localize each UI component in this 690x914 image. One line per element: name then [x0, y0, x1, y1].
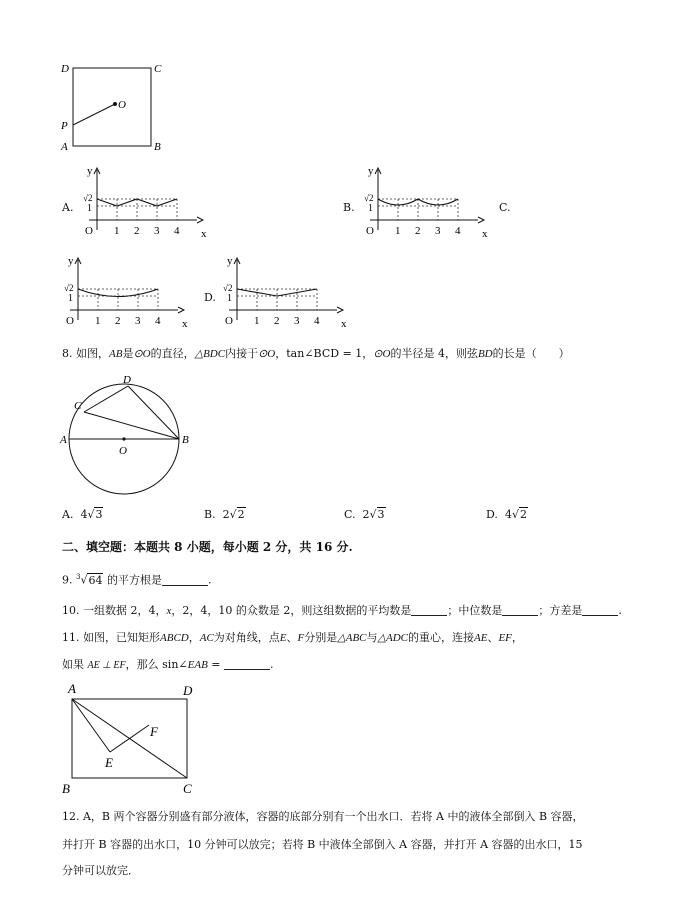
q8-text-g: 的长是（ ）	[492, 347, 570, 360]
question-12-line-2: 并打开 B 容器的出水口，10 分钟可以放完；若将 B 中液体全部倒入 A 容器，并打开 A 容器的出水口，15	[62, 838, 583, 851]
q11-text-d: 、	[286, 631, 298, 644]
x-tick-label: 2	[134, 225, 140, 237]
section-2-heading: 二、填空题：本题共 8 小题，每小题 2 分，共 16 分.	[62, 540, 353, 554]
one-tick-label: 1	[68, 293, 73, 304]
sqrt2-tick-label: √2	[64, 283, 74, 293]
q11-eab: EAB	[187, 659, 208, 671]
x-tick-label: 4	[155, 315, 161, 327]
question-12-line-1: 12. A，B 两个容器分别盛有部分液体，容器的底部分别有一个出水口．若将 A 中的液体全部倒入 B 容器，	[62, 810, 584, 823]
q11-text-f: 与	[366, 631, 378, 644]
q9-text: 的平方根是	[106, 573, 162, 587]
chord-db	[128, 386, 179, 439]
question-11-line-1	[62, 631, 523, 645]
label-d: D	[123, 374, 131, 386]
sqrt2-tick-label: √2	[83, 193, 93, 203]
x-tick-label: 1	[95, 315, 101, 327]
q8-option-c-label: C.	[344, 508, 356, 521]
point-o	[113, 102, 117, 106]
x-axis-arrow	[478, 217, 484, 223]
one-tick-label: 1	[368, 203, 373, 214]
q11-end: .	[270, 658, 274, 671]
q9-end: .	[207, 573, 212, 587]
x-tick-label: 3	[435, 225, 441, 237]
segment-ae	[72, 699, 110, 752]
label-a: A	[68, 681, 76, 696]
label-b: B	[182, 434, 189, 446]
q8-option-a-coef: 4	[80, 508, 88, 521]
q8-option-b-label: B.	[204, 508, 216, 521]
chord-cb	[84, 412, 179, 439]
sqrt2-tick-label: √2	[223, 283, 233, 293]
q8-circle-o-3: ⊙O	[373, 348, 391, 360]
origin-label: O	[225, 315, 233, 327]
y-axis-label: y	[87, 165, 93, 177]
label-p: P	[61, 120, 68, 132]
graph-option-b[interactable]	[356, 162, 486, 242]
q11-ac: AC	[199, 632, 214, 644]
q10-x: x	[166, 605, 172, 617]
y-axis-label: y	[368, 165, 374, 177]
x-tick-label: 3	[135, 315, 141, 327]
q8-circle-o: ⊙O	[133, 348, 151, 360]
q8-option-c-coef: 2	[362, 508, 370, 521]
x-tick-label: 3	[294, 315, 300, 327]
q8-text-c: 的直径，	[150, 347, 195, 360]
q8-text-e: ，tan∠BCD = 1，	[275, 347, 374, 360]
one-tick-label: 1	[227, 293, 232, 304]
q11-adc: △ADC	[377, 632, 408, 644]
option-d-label: D.	[204, 291, 216, 304]
q11-text-c: 为对角线，点	[213, 631, 280, 644]
q11-text-a: 11. 如图，已知矩形	[62, 631, 160, 644]
sqrt2-tick-label: √2	[364, 193, 374, 203]
q8-option-a[interactable]: A. 4√3	[62, 508, 103, 521]
q8-option-b-coef: 2	[222, 508, 230, 521]
q11-text-g: 的重心，连接	[407, 631, 474, 644]
q11-text-e: 分别是	[304, 631, 338, 644]
q11-line2-c: =	[207, 658, 221, 671]
y-axis-label: y	[227, 255, 233, 267]
q9-root-index: 3	[76, 573, 81, 581]
q8-ab: AB	[109, 348, 123, 360]
label-c: C	[154, 63, 162, 75]
origin-label: O	[366, 225, 374, 237]
q8-circle-o-2: ⊙O	[258, 348, 276, 360]
q11-abc: △ABC	[337, 632, 367, 644]
x-axis-label: x	[482, 228, 488, 240]
x-axis-arrow	[178, 307, 184, 313]
q11-f: F	[297, 632, 305, 644]
q8-option-c[interactable]: C. 2√3	[344, 508, 385, 521]
q11-line2-b: ，那么 sin∠	[125, 658, 188, 671]
y-axis-label: y	[68, 255, 74, 267]
q8-option-a-label: A.	[62, 508, 74, 521]
q11-perp: AE ⊥ EF	[87, 660, 126, 671]
q11-abcd: ABCD	[160, 632, 189, 644]
graph-option-c[interactable]	[56, 252, 186, 332]
square-outline	[73, 68, 151, 146]
graph-option-a[interactable]	[75, 162, 205, 242]
question-9: 9. $^3$√64 的平方根是 .	[62, 573, 212, 587]
q8-text-a: 如图，	[76, 347, 109, 360]
x-tick-label: 2	[115, 315, 121, 327]
q8-text-d: 内接于	[225, 347, 259, 360]
one-tick-label: 1	[87, 203, 92, 214]
origin-label: O	[66, 315, 74, 327]
x-tick-label: 1	[114, 225, 120, 237]
x-axis-label: x	[341, 318, 347, 330]
x-tick-label: 4	[314, 315, 320, 327]
x-tick-label: 4	[455, 225, 461, 237]
q8-option-c-radicand: 3	[377, 508, 385, 521]
q8-text-b: 是	[122, 347, 134, 360]
question-10	[62, 604, 622, 618]
x-tick-label: 2	[274, 315, 280, 327]
q11-text-b: ，	[188, 631, 200, 644]
rectangle-figure	[58, 680, 203, 798]
q10-end: .	[618, 604, 622, 617]
label-b: B	[154, 141, 161, 153]
label-o: O	[119, 445, 127, 457]
question-11-line-2	[62, 658, 274, 673]
segment-po	[73, 104, 115, 125]
label-c: C	[183, 781, 192, 796]
label-d: D	[61, 63, 69, 75]
x-tick-label: 1	[395, 225, 401, 237]
x-axis-label: x	[182, 318, 188, 330]
q8-option-d-label: D.	[486, 508, 498, 521]
q11-line2-a: 如果	[62, 658, 84, 671]
q11-ae: AE	[473, 632, 488, 644]
label-b: B	[62, 781, 70, 796]
x-axis-arrow	[197, 217, 203, 223]
option-c-label: C.	[499, 201, 511, 214]
x-tick-label: 2	[415, 225, 421, 237]
q10-text-a: 10. 一组数据 2，4，	[62, 604, 167, 617]
q11-e: E	[279, 632, 287, 644]
q10-text-b: ，2，4，10 的众数是 2，则这组数据的平均数是	[171, 604, 412, 617]
circle-figure	[60, 373, 195, 493]
q9-answer-blank[interactable]	[162, 574, 208, 586]
q8-option-a-radicand: 3	[95, 508, 103, 521]
label-o: O	[118, 99, 126, 111]
x-tick-label: 4	[174, 225, 180, 237]
label-a: A	[61, 141, 68, 153]
q11-ef: EF	[498, 632, 512, 644]
q8-option-d[interactable]: D. 4√2	[486, 508, 527, 521]
q9-radicand: 64	[88, 573, 103, 587]
square-figure	[58, 60, 168, 155]
label-d: D	[183, 683, 193, 698]
chord-cd	[84, 386, 128, 412]
label-a: A	[60, 434, 67, 446]
q10-text-d: ；方差是	[538, 604, 583, 617]
q10-variance-blank[interactable]	[582, 604, 618, 616]
q8-text-f: 的半径是 4，则弦	[390, 347, 478, 360]
x-tick-label: 1	[254, 315, 260, 327]
question-8	[62, 347, 570, 361]
q11-answer-blank[interactable]	[224, 658, 270, 670]
q8-bdc: △BDC	[194, 348, 226, 360]
option-a-label: A.	[62, 201, 74, 214]
graph-option-d[interactable]	[215, 252, 345, 332]
q8-bd: BD	[477, 348, 493, 360]
label-f: F	[150, 724, 158, 739]
q8-option-b[interactable]: B. 2√2	[204, 508, 245, 521]
q8-option-d-coef: 4	[504, 508, 512, 521]
origin-label: O	[85, 225, 93, 237]
option-b-label: B.	[343, 201, 355, 214]
q10-median-blank[interactable]	[502, 604, 538, 616]
label-e: E	[105, 755, 113, 770]
q8-option-d-radicand: 2	[519, 508, 527, 521]
label-c: C	[74, 400, 82, 412]
q11-text-i: ，	[511, 631, 523, 644]
x-axis-label: x	[201, 228, 207, 240]
q10-mean-blank[interactable]	[411, 604, 447, 616]
q8-option-b-radicand: 2	[237, 508, 245, 521]
q9-number: 9.	[62, 573, 73, 587]
q8-number: 8.	[62, 347, 73, 360]
x-axis-arrow	[337, 307, 343, 313]
q10-text-c: ；中位数是	[447, 604, 503, 617]
question-12-line-3: 分钟可以放完．	[62, 864, 139, 877]
q11-text-h: 、	[487, 631, 499, 644]
x-tick-label: 3	[154, 225, 160, 237]
center-o	[122, 437, 125, 440]
